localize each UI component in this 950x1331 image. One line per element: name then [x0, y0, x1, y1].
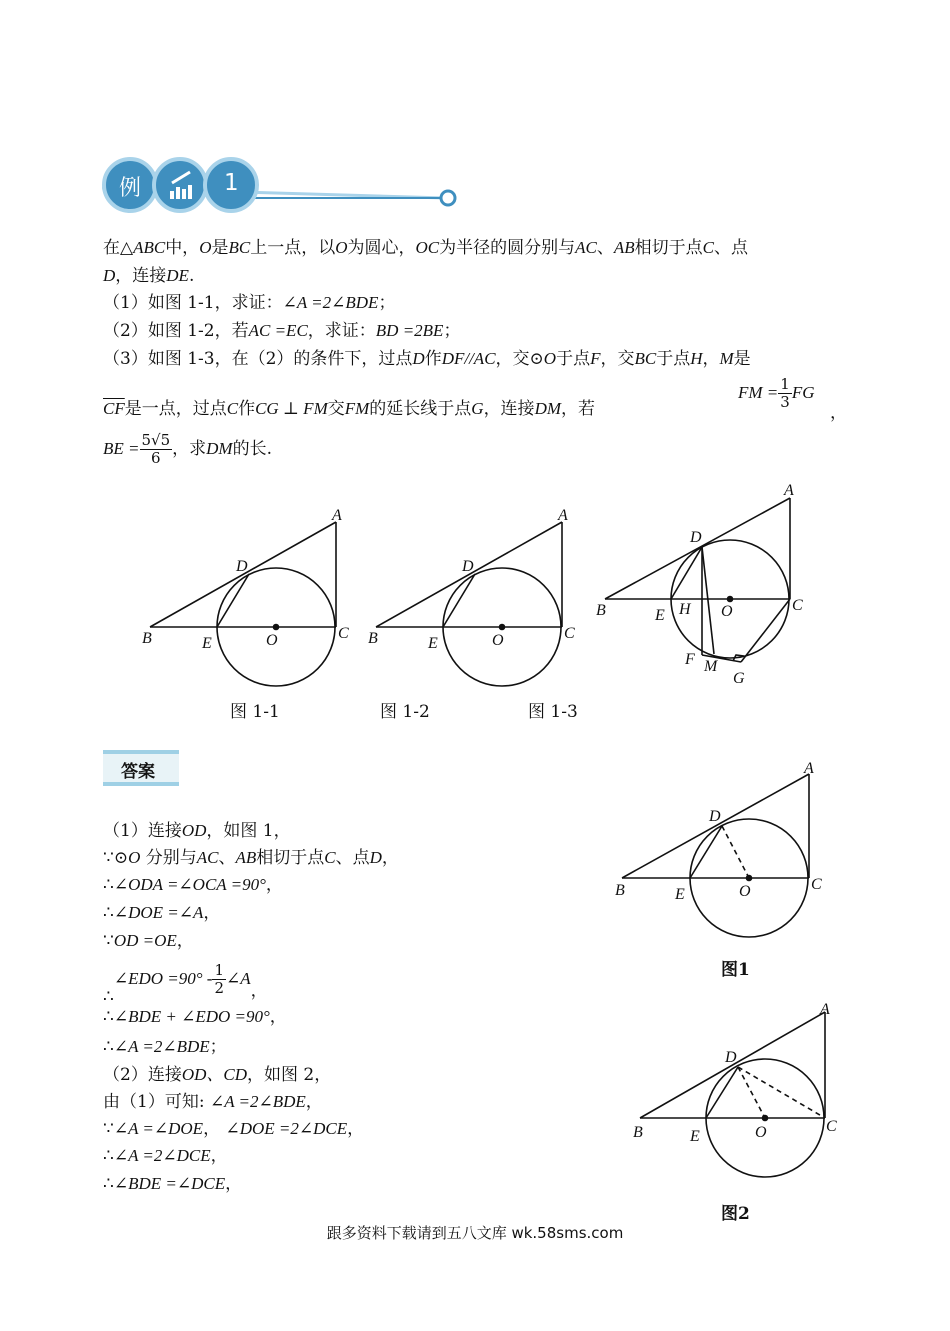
- text: （3）如图 1-3，在（2）的条件下，过点: [103, 349, 413, 369]
- math: AC: [575, 238, 597, 257]
- math: DE: [166, 266, 189, 285]
- math: FM: [344, 399, 370, 418]
- math: DF//AC: [441, 349, 496, 368]
- text: ，若: [561, 399, 596, 419]
- label-B: B: [368, 630, 378, 647]
- fraction: [140, 432, 173, 467]
- text: ，如图 1，: [206, 821, 291, 841]
- text: ∴: [103, 1007, 114, 1027]
- math: OC: [415, 238, 440, 257]
- label-C: C: [826, 1118, 837, 1135]
- label-E: E: [690, 1128, 700, 1145]
- label-E: E: [428, 635, 438, 652]
- text: ，: [265, 875, 283, 895]
- text: 的长.: [232, 439, 273, 459]
- math: BC: [634, 349, 657, 368]
- label-O: O: [266, 632, 278, 649]
- figure-1-1: [142, 507, 349, 686]
- math: ⊙O: [113, 848, 141, 867]
- text: ∴: [103, 1174, 114, 1194]
- label-O: O: [721, 603, 733, 620]
- text: ，: [225, 1174, 243, 1194]
- math: D: [369, 848, 382, 867]
- math: DM: [534, 399, 562, 418]
- label-O: O: [739, 883, 751, 900]
- math: F: [590, 349, 601, 368]
- caption-fig-1-3: 图 1-3: [528, 702, 578, 722]
- math: O: [199, 238, 212, 257]
- math-arc: $\overline{CF}$: [103, 399, 125, 418]
- math: OD =OE: [113, 931, 177, 950]
- text: 是: [211, 238, 229, 258]
- example-header: [100, 155, 470, 215]
- label-O: O: [755, 1124, 767, 1141]
- label-A: A: [558, 507, 568, 524]
- math: ∠EDO =90° -: [113, 969, 213, 988]
- text: 、: [218, 848, 236, 868]
- text: ，: [347, 1119, 365, 1139]
- answer-figures: [0, 750, 950, 1230]
- math: FG: [791, 383, 815, 402]
- text: ，: [203, 903, 221, 923]
- label-A: A: [820, 1001, 830, 1018]
- label-B: B: [615, 882, 625, 899]
- math: FM =: [738, 383, 779, 402]
- fraction-den: 6: [151, 449, 161, 467]
- text: ∴: [103, 1037, 114, 1057]
- answer-figure-2: [633, 1001, 837, 1177]
- text: ，: [702, 349, 720, 369]
- footer-text: 跟多资料下载请到五八文库 wk.58sms.com: [326, 1224, 624, 1242]
- label-C: C: [792, 597, 803, 614]
- fraction-den: 2: [214, 979, 224, 997]
- text: 、点: [335, 848, 370, 868]
- math: BC: [228, 238, 251, 257]
- label-G: G: [733, 670, 745, 687]
- math: BE =: [103, 439, 140, 458]
- text: 是一点，过点: [124, 399, 227, 419]
- math: BD =2BE: [375, 321, 444, 340]
- text: （2）连接: [103, 1065, 182, 1085]
- math: △ABC: [120, 238, 166, 257]
- text: 为圆心，: [347, 238, 416, 258]
- math: ∠BDE + ∠EDO =90°: [113, 1007, 270, 1026]
- problem-figures: [0, 470, 950, 730]
- label-A: A: [804, 760, 814, 777]
- fraction: [778, 376, 792, 411]
- text: ，连接: [115, 266, 167, 286]
- label-D: D: [690, 529, 702, 546]
- text: 在: [103, 238, 120, 258]
- text: 作: [424, 349, 442, 369]
- text: ，: [210, 1146, 228, 1166]
- text: 由（1）可知:: [103, 1092, 205, 1112]
- text: （2）如图 1-2，若: [103, 321, 249, 341]
- math: ∠A =∠DOE: [113, 1119, 204, 1138]
- label-O: O: [492, 632, 504, 649]
- label-D: D: [236, 558, 248, 575]
- caption-answer-fig-1: 图1: [721, 960, 750, 980]
- label-B: B: [142, 630, 152, 647]
- text: ，交: [600, 349, 635, 369]
- text: ，: [176, 931, 194, 951]
- example-number: 1: [224, 170, 239, 196]
- fraction-den: 3: [780, 393, 790, 411]
- caption-fig-1-2: 图 1-2: [380, 702, 430, 722]
- text: 于点: [656, 349, 691, 369]
- label-C: C: [811, 876, 822, 893]
- math: AC: [196, 848, 219, 867]
- math: OD、CD: [181, 1065, 247, 1084]
- text: ∵: [103, 848, 114, 868]
- math: ∠A =2∠BDE: [113, 1037, 210, 1056]
- text: （1）连接: [103, 821, 182, 841]
- text: ，连接: [483, 399, 535, 419]
- caption-fig-1-1: 图 1-1: [230, 702, 280, 722]
- text: ；: [209, 1037, 227, 1057]
- text: 、: [596, 238, 614, 258]
- caption-answer-fig-2: 图2: [721, 1204, 750, 1224]
- example-header-graphic: [100, 155, 470, 215]
- text: 上一点，以: [250, 238, 336, 258]
- text: ，: [250, 981, 268, 1001]
- text: 为半径的圆分别与: [439, 238, 576, 258]
- math: ∠DOE =2∠DCE: [225, 1119, 348, 1138]
- math: D: [103, 266, 116, 285]
- label-D: D: [725, 1049, 737, 1066]
- answer-title: 答案: [121, 762, 155, 782]
- math: ∠DOE =∠A: [113, 903, 204, 922]
- math: D: [412, 349, 425, 368]
- text: 是: [733, 349, 751, 369]
- text: ，如图 2，: [247, 1065, 332, 1085]
- text: ∵: [103, 931, 114, 951]
- math: G: [471, 399, 484, 418]
- math: H: [690, 349, 703, 368]
- math: ∠A =2∠BDE: [282, 293, 379, 312]
- example-label: 例: [119, 176, 142, 201]
- text: ，交: [495, 349, 530, 369]
- text: ，: [305, 1092, 323, 1112]
- text: ，: [269, 1007, 287, 1027]
- label-C: C: [338, 625, 349, 642]
- text: ∵: [103, 1119, 114, 1139]
- text: ∴: [103, 987, 114, 1007]
- math: C: [324, 848, 336, 867]
- math: ∠ODA =∠OCA =90°: [113, 875, 266, 894]
- text: 、点: [713, 238, 748, 258]
- math: OD: [181, 821, 207, 840]
- text: ，: [381, 848, 399, 868]
- label-C: C: [564, 625, 575, 642]
- text: ∴: [103, 1146, 114, 1166]
- text: 交: [327, 399, 345, 419]
- label-H: H: [679, 601, 691, 618]
- fraction-num: 1: [780, 375, 790, 393]
- label-E: E: [675, 886, 685, 903]
- math: AC =EC: [248, 321, 308, 340]
- math: CG ⊥ FM: [255, 399, 328, 418]
- text: 相切于点: [256, 848, 325, 868]
- text: ；: [443, 321, 461, 341]
- figure-1-2: [368, 507, 575, 686]
- text: 于点: [556, 349, 591, 369]
- label-D: D: [462, 558, 474, 575]
- answer-figure-1: [615, 760, 822, 937]
- math: ∠A =2∠BDE: [209, 1092, 306, 1111]
- label-D: D: [709, 808, 721, 825]
- text: ∴: [103, 903, 114, 923]
- fraction-num: 1: [214, 961, 224, 979]
- math: ∠A =2∠DCE: [113, 1146, 211, 1165]
- text: 分别与: [145, 848, 197, 868]
- text: （1）如图 1-1，求证：: [103, 293, 283, 313]
- label-E: E: [202, 635, 212, 652]
- text: 相切于点: [634, 238, 703, 258]
- math: ⊙O: [529, 349, 557, 368]
- math: ∠A: [226, 969, 251, 988]
- text: ，: [203, 1119, 221, 1139]
- label-A: A: [784, 482, 794, 499]
- label-E: E: [655, 607, 665, 624]
- text: .: [188, 266, 195, 286]
- math: AB: [235, 848, 257, 867]
- label-B: B: [596, 602, 606, 619]
- label-M: M: [704, 658, 718, 675]
- text: 中，: [165, 238, 200, 258]
- figure-1-3: [596, 482, 803, 687]
- math: C: [702, 238, 714, 257]
- math: M: [719, 349, 734, 368]
- math: C: [226, 399, 239, 418]
- label-A: A: [332, 507, 342, 524]
- text: 的延长线于点: [369, 399, 472, 419]
- text: ，: [830, 403, 847, 423]
- text: 作: [238, 399, 256, 419]
- math: ∠BDE =∠DCE: [113, 1174, 226, 1193]
- math: AB: [613, 238, 635, 257]
- text: ，求: [172, 439, 207, 459]
- math: DM: [206, 439, 233, 458]
- fraction-num: 5√5: [141, 431, 171, 449]
- label-F: F: [685, 651, 695, 668]
- text: ，求证：: [307, 321, 376, 341]
- text: ；: [378, 293, 396, 313]
- label-B: B: [633, 1124, 643, 1141]
- math: O: [335, 238, 348, 257]
- text: ∴: [103, 875, 114, 895]
